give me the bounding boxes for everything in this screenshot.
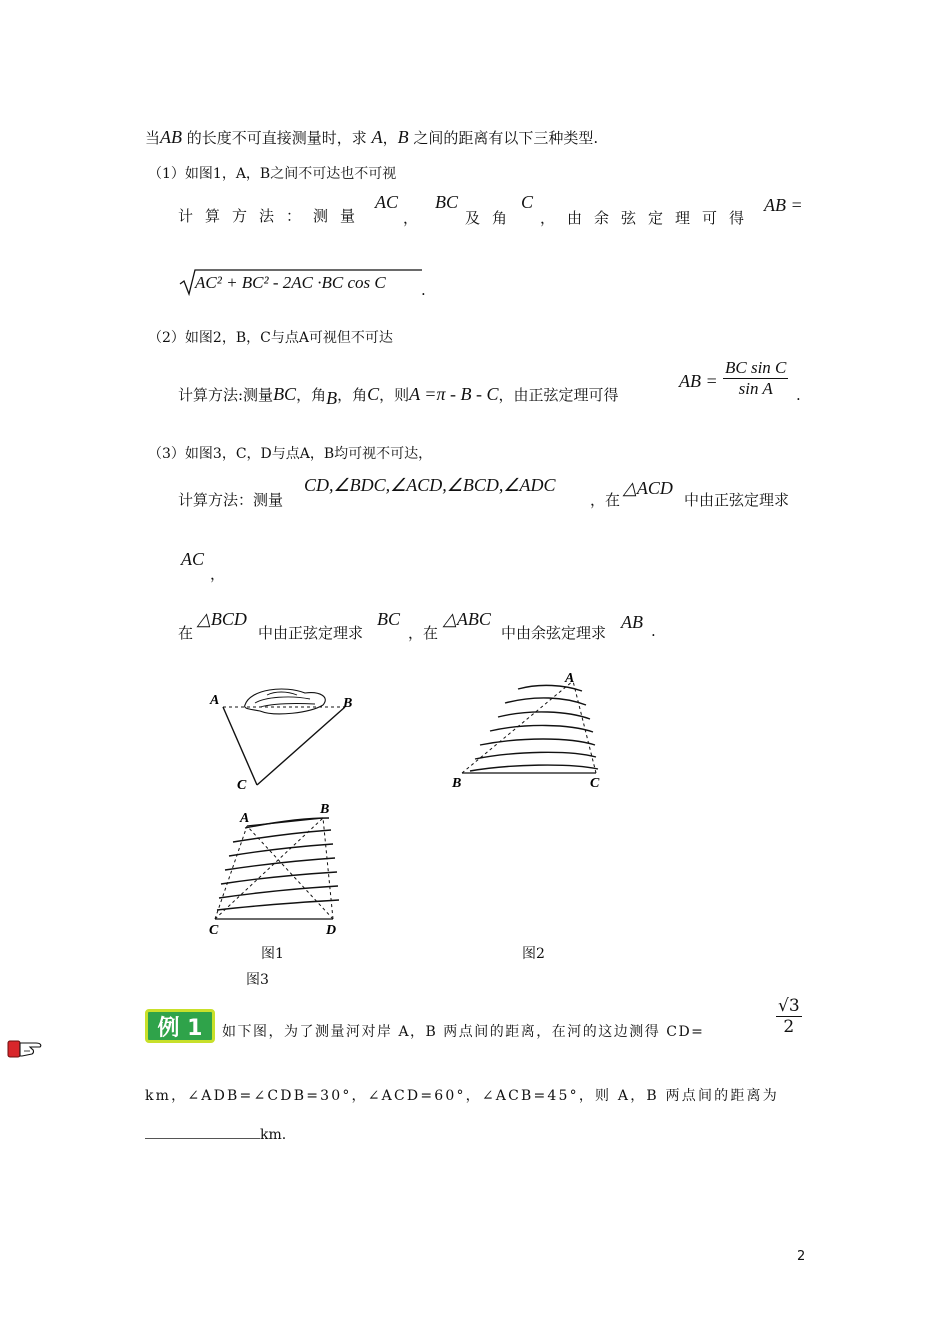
- fig1-label-b: B: [343, 696, 353, 711]
- example-unit: km.: [260, 1127, 287, 1143]
- case1-comma2: ，: [540, 209, 556, 227]
- case3-title: （3）如图3，C，D与点A，B均可视不可达，: [148, 446, 433, 462]
- caption-fig3: 图3: [246, 972, 269, 988]
- case1-and-angle: 及角: [465, 209, 520, 227]
- case3-period: .: [651, 622, 656, 640]
- figure-2: [450, 667, 620, 792]
- answer-blank[interactable]: [145, 1124, 260, 1139]
- case1-by-law: 由余弦定理可得: [567, 209, 757, 227]
- example-line2: km，∠ADB=∠CDB=30°，∠ACD=60°，∠ACB=45°，则 A，B 两点间的距离为: [145, 1088, 779, 1104]
- case2-method-line: 计算方法:测量BC，角B，角C，则A =π - B - C，由正弦定理可得: [178, 384, 619, 408]
- case3-measures: CD,∠BDC,∠ACD,∠BCD,∠ADC: [304, 475, 556, 495]
- case2-period: .: [796, 386, 801, 404]
- case3-find3: 中由余弦定理求: [501, 624, 607, 642]
- case3-comma: ，: [210, 565, 226, 583]
- example-badge: 例 1: [145, 1009, 215, 1043]
- fig3-label-c: C: [209, 923, 219, 938]
- intro-line: 当AB 的长度不可直接测量时，求 A，B 之间的距离有以下三种类型.: [145, 127, 599, 147]
- case3-in2: 在: [178, 624, 194, 642]
- fig3-label-d: D: [326, 923, 337, 938]
- case3-bc: BC: [377, 609, 401, 629]
- case3-tri2: △BCD: [197, 609, 247, 629]
- case2-frac-num: BC sin C: [725, 358, 787, 377]
- fig2-label-c: C: [590, 776, 600, 791]
- case3-tri1: △ACD: [623, 478, 673, 498]
- fig3-label-b: B: [320, 802, 330, 817]
- example-fraction: [776, 996, 802, 1037]
- pointing-hand-icon: [6, 1035, 46, 1061]
- fig2-label-a: A: [565, 671, 575, 686]
- case1-period: .: [421, 281, 426, 299]
- case3-ac: AC: [181, 549, 205, 569]
- example-line1: 如下图，为了测量河对岸 A，B 两点间的距离，在河的这边测得 CD=: [222, 1024, 705, 1040]
- case2-title: （2）如图2，B，C与点A可视但不可达: [148, 330, 393, 346]
- fig3-label-a: A: [240, 811, 250, 826]
- case2-frac-den: sin A: [738, 379, 773, 398]
- case1-method: 计算方法：测量: [178, 207, 368, 225]
- case1-bc: BC: [435, 192, 459, 212]
- case1-title: （1）如图1，A，B之间不可达也不可视: [148, 166, 397, 182]
- case3-in3: ，在: [408, 624, 439, 642]
- case2-fraction: [723, 358, 788, 399]
- case3-find2: 中由正弦定理求: [258, 624, 364, 642]
- figure-1: [205, 683, 365, 798]
- case3-in1: ，在: [590, 491, 621, 509]
- example-frac-num: √3: [778, 996, 800, 1016]
- case2-ab-eq: AB =: [679, 371, 718, 391]
- case1-formula: AC² + BC² - 2AC ·BC cos C: [195, 273, 386, 292]
- case1-ab-eq: AB =: [764, 195, 803, 215]
- page-number: 2: [797, 1249, 806, 1264]
- case3-ab: AB: [621, 612, 643, 632]
- example-frac-den: 2: [783, 1017, 795, 1037]
- fig1-label-c: C: [237, 778, 247, 793]
- caption-fig1: 图1: [261, 946, 284, 962]
- case3-method: 计算方法：测量: [178, 491, 284, 509]
- case1-ac: AC: [375, 192, 399, 212]
- case3-tri3: △ABC: [443, 609, 491, 629]
- fig2-label-b: B: [452, 776, 462, 791]
- caption-fig2: 图2: [522, 946, 545, 962]
- fig1-label-a: A: [210, 693, 220, 708]
- case1-comma1: ，: [403, 209, 419, 227]
- case3-find1: 中由正弦定理求: [684, 491, 790, 509]
- figure-3: [205, 800, 355, 940]
- example-answer-line: [145, 1124, 286, 1143]
- case1-c: C: [521, 192, 534, 212]
